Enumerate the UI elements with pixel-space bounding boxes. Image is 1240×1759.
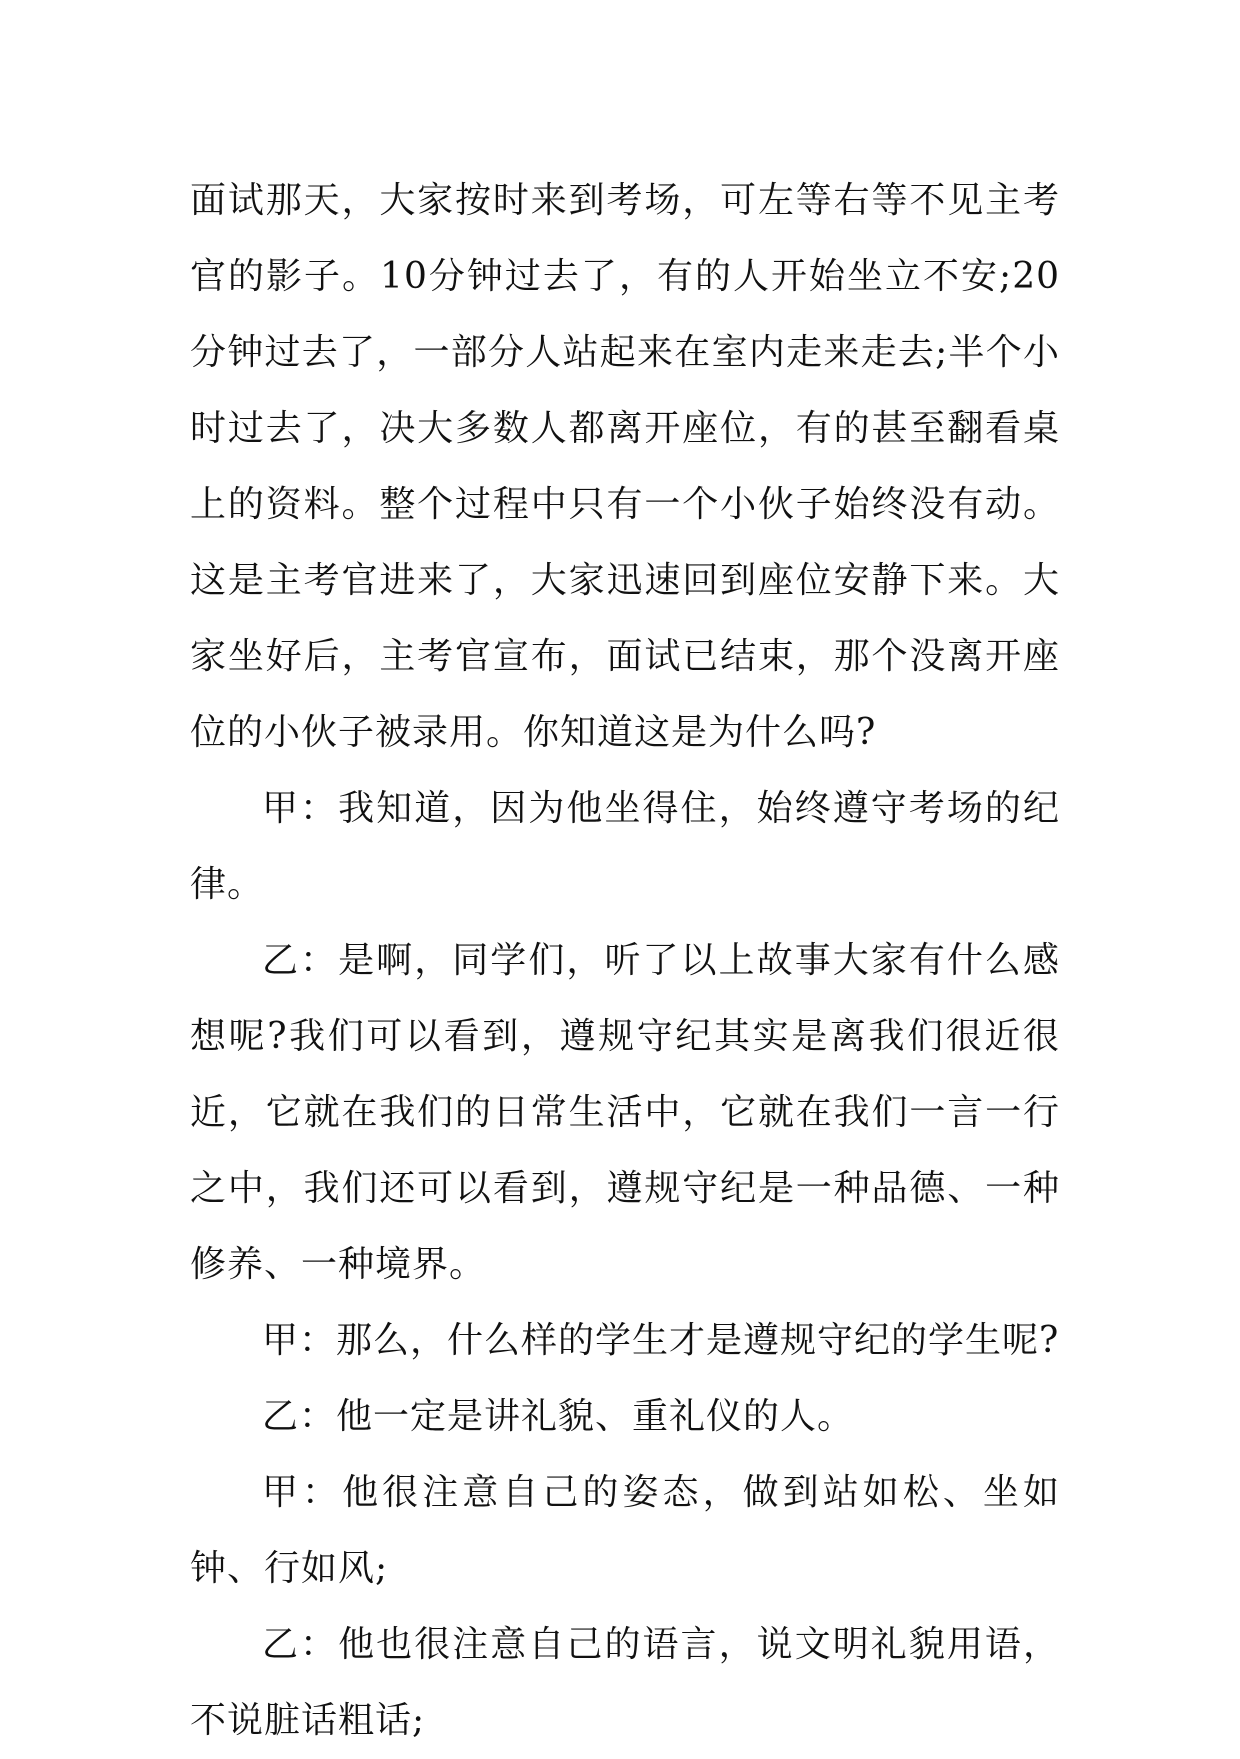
paragraph-jia-1: 甲：我知道，因为他坐得住，始终遵守考场的纪律。 [190, 788, 1060, 905]
paragraph-story: 面试那天，大家按时来到考场，可左等右等不见主考官的影子。10分钟过去了，有的人开始坐立不安;20分钟过去了，一部分人站起来在室内走来走去;半个小时过去了，决大多数人都离开座位，有的甚至翻看桌上的资料。整个过程中只有一个小伙子始终没有动。这是主考官进来了，大家迅速回到座位安静下来。大家坐好后，主考官宣布，面试已结束，那个没离开座位的小伙子被录用。你知道这是为什么吗? [190, 180, 1060, 753]
paragraph-jia-2: 甲：那么，什么样的学生才是遵规守纪的学生呢? [262, 1320, 1060, 1361]
paragraph-yi-2: 乙：他一定是讲礼貌、重礼仪的人。 [262, 1396, 855, 1437]
paragraph-yi-1: 乙：是啊，同学们，听了以上故事大家有什么感想呢?我们可以看到，遵规守纪其实是离我们很近很近，它就在我们的日常生活中，它就在我们一言一行之中，我们还可以看到，遵规守纪是一种品德、一种修养、一种境界。 [190, 940, 1060, 1285]
document-body [190, 163, 1060, 1759]
paragraph-jia-3: 甲：他很注意自己的姿态，做到站如松、坐如钟、行如风; [190, 1472, 1060, 1589]
paragraph-yi-3: 乙：他也很注意自己的语言，说文明礼貌用语，不说脏话粗话; [190, 1624, 1060, 1741]
